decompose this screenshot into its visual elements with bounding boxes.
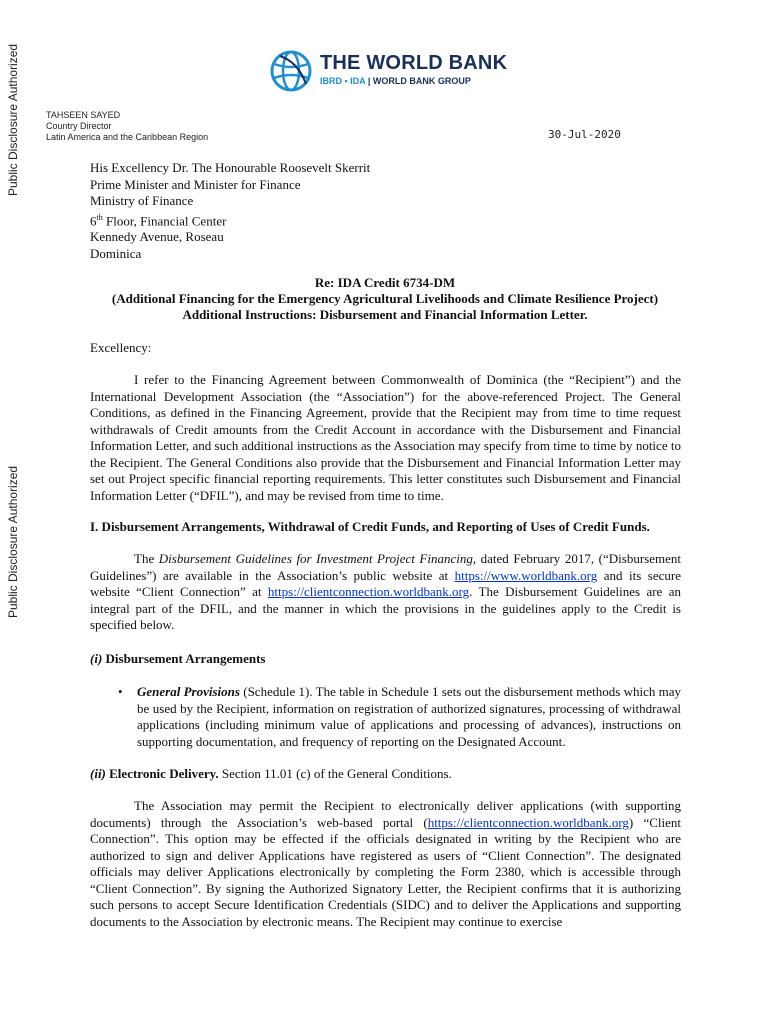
clientconnection-link[interactable]: https://clientconnection.worldbank.org — [267, 584, 470, 599]
clientconnection-link-2[interactable]: https://clientconnection.worldbank.org — [427, 814, 629, 830]
disclosure-stamp-top: Public Disclosure Authorized — [6, 43, 20, 196]
recipient-address — [90, 160, 370, 262]
sender-block — [46, 110, 208, 143]
guidelines-paragraph: The Disbursement Guidelines for Investment Project Financing, dated February 2017, (“Disbursement Guidelines”) are available in the Association’s public website at https://www.worldbank.org and its secure website “Client Connection” at https://clientconnection.worldbank.org. The Disbursement Guidelines are an integral part of the DFIL, and the manner in which the provisions in the guidelines apply to the Credit is specified below. — [90, 551, 681, 632]
intro-paragraph: I refer to the Financing Agreement between Commonwealth of Dominica (the “Recipient”) and the International Development Association (the “Association”) for the above-referenced Project. The General Conditions, as defined in the Financing Agreement, provide that the Recipient may from time to time request withdrawals of Credit amounts from the Credit Account in accordance with the Disbursement and Financial Information Letter, and such additional instructions as the Association may specify from time to time by notice to the Recipient. The General Conditions also provide that the Disbursement and Financial Information Letter may set out Project specific financial reporting requirements. This letter constitutes such Disbursement and Financial Information Letter (“DFIL”), and may be revised from time to time. — [90, 372, 681, 503]
general-provisions-item: General Provisions (Schedule 1). The table in Schedule 1 sets out the disbursement methods which may be used by the Recipient, information on registration of authorized signatures, processing of withdrawal applications (including minimum value of applications and processing of advances), instructions on supporting documentation, and frequency of reporting on the Designated Account. — [137, 684, 682, 749]
sender-region: Latin America and the Caribbean Region — [46, 132, 209, 142]
subject-line: Additional Instructions: Disbursement and Financial Information Letter. — [182, 307, 588, 322]
logo-subtitle: IBRD • IDA | WORLD BANK GROUP — [320, 76, 471, 86]
salutation: Excellency: — [90, 340, 152, 355]
sender-title: Country Director — [46, 121, 112, 131]
address-line: His Excellency Dr. The Honourable Roosevelt Skerrit — [90, 160, 371, 175]
world-bank-logo — [268, 46, 508, 96]
electronic-delivery-paragraph: The Association may permit the Recipient to electronically deliver applications (with supporting documents) through the Association’s web-based portal (https://clientconnection.worldbank.org) “Client Connection”. This option may be effected if the officials designated in writing by the Recipient who are authorized to sign and deliver Applications have registered as users of “Client Connection”. The designated officials may deliver Applications electronically by completing the Form 2380, which is accessible through “Client Connection”. By signing the Authorized Signatory Letter, the Recipient confirms that it is authorizing such persons to accept Secure Identification Credentials (SIDC) and to deliver the Applications and supporting documents to the Association by electronic means. The Recipient may continue to exercise — [90, 798, 681, 929]
subject-line: Re: IDA Credit 6734-DM — [314, 275, 456, 290]
subheading-disbursement: (i) Disbursement Arrangements — [90, 651, 266, 666]
sender-name: TAHSEEN SAYED — [46, 110, 121, 120]
bullet-icon: • — [118, 684, 123, 699]
address-line: 6th Floor, Financial Center — [90, 212, 227, 228]
subheading-electronic-delivery: (ii) Electronic Delivery. Section 11.01 (c) of the General Conditions. — [90, 766, 452, 781]
address-line: Dominica — [90, 245, 142, 261]
logo-title: THE WORLD BANK — [320, 52, 508, 74]
address-line: Ministry of Finance — [90, 193, 194, 208]
address-line: Kennedy Avenue, Roseau — [90, 229, 224, 245]
address-line: Prime Minister and Minister for Finance — [90, 176, 301, 192]
section-heading: I. Disbursement Arrangements, Withdrawal of Credit Funds, and Reporting of Uses of Credit Funds. — [90, 519, 650, 534]
worldbank-link[interactable]: https://www.worldbank.org — [454, 567, 598, 583]
globe-icon — [268, 48, 314, 94]
subject-block — [90, 275, 680, 323]
letter-date: 30-Jul-2020 — [548, 128, 621, 141]
subject-line: (Additional Financing for the Emergency Agricultural Livelihoods and Climate Resilience Project) — [111, 291, 659, 306]
disclosure-stamp-middle: Public Disclosure Authorized — [6, 465, 20, 618]
